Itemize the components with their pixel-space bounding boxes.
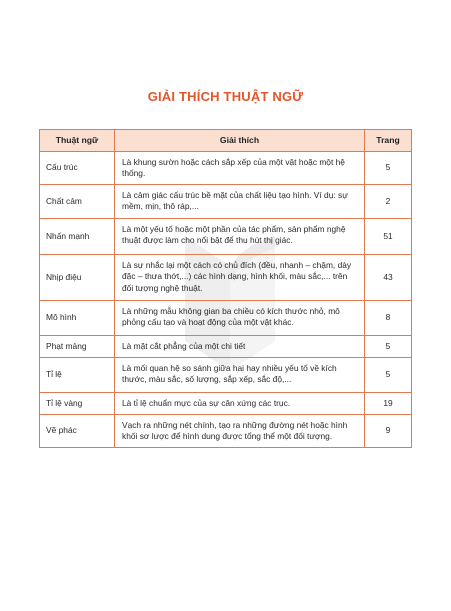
explanation-cell: Là khung sườn hoặc cách sắp xếp của một vật hoặc một hệ thống. (115, 152, 365, 185)
explanation-cell: Là một yếu tố hoặc một phần của tác phẩm, sản phẩm nghệ thuật được làm cho nổi bật để thu hút thị giác. (115, 219, 365, 255)
term-cell: Tỉ lệ vàng (40, 393, 115, 415)
term-cell: Chất cảm (40, 185, 115, 219)
term-cell: Tỉ lệ (40, 358, 115, 393)
term-cell: Nhấn mạnh (40, 219, 115, 255)
page-number-cell: 9 (365, 415, 412, 448)
table-header-row (40, 130, 412, 152)
table-row (40, 415, 412, 448)
column-header-page: Trang (365, 130, 412, 152)
term-cell: Nhịp điệu (40, 255, 115, 301)
page-number-cell: 43 (365, 255, 412, 301)
table-row (40, 152, 412, 185)
column-header-term: Thuật ngữ (40, 130, 115, 152)
page-number-cell: 5 (365, 152, 412, 185)
column-header-explanation: Giải thích (115, 130, 365, 152)
page-title: GIẢI THÍCH THUẬT NGỮ (147, 89, 304, 104)
glossary-table (39, 129, 412, 448)
page-number-cell: 51 (365, 219, 412, 255)
table-row (40, 255, 412, 301)
table-row (40, 393, 412, 415)
explanation-cell: Là sự nhắc lại một cách có chủ đích (đều, nhanh – chậm, dày đặc – thưa thớt,...) các hình dạng, hình khối, màu sắc,... trên đối tượng nghệ thuật. (115, 255, 365, 301)
explanation-cell: Là mối quan hệ so sánh giữa hai hay nhiều yếu tố về kích thước, màu sắc, số lượng, sắp xếp, sắc độ,... (115, 358, 365, 393)
term-cell: Cấu trúc (40, 152, 115, 185)
table-row (40, 336, 412, 358)
term-cell: Vẽ phác (40, 415, 115, 448)
table-row (40, 358, 412, 393)
page-number-cell: 5 (365, 358, 412, 393)
table-row (40, 185, 412, 219)
explanation-cell: Vạch ra những nét chính, tạo ra những đường nét hoặc hình khối sơ lược để hình dung được tổng thể một đối tượng. (115, 415, 365, 448)
explanation-cell: Là cảm giác cấu trúc bề mặt của chất liệu tạo hình. Ví dụ: sự mềm, mịn, thô ráp,... (115, 185, 365, 219)
page-number-cell: 8 (365, 301, 412, 336)
table-row (40, 301, 412, 336)
page-number-cell: 5 (365, 336, 412, 358)
explanation-cell: Là tỉ lệ chuẩn mực của sự cân xứng các trục. (115, 393, 365, 415)
explanation-cell: Là những mẫu không gian ba chiều có kích thước nhỏ, mô phỏng cấu tạo và hoạt động của một vật khác. (115, 301, 365, 336)
page-number-cell: 2 (365, 185, 412, 219)
page-number-cell: 19 (365, 393, 412, 415)
table-row (40, 219, 412, 255)
term-cell: Mô hình (40, 301, 115, 336)
term-cell: Phạt mảng (40, 336, 115, 358)
explanation-cell: Là mặt cắt phẳng của một chi tiết (115, 336, 365, 358)
